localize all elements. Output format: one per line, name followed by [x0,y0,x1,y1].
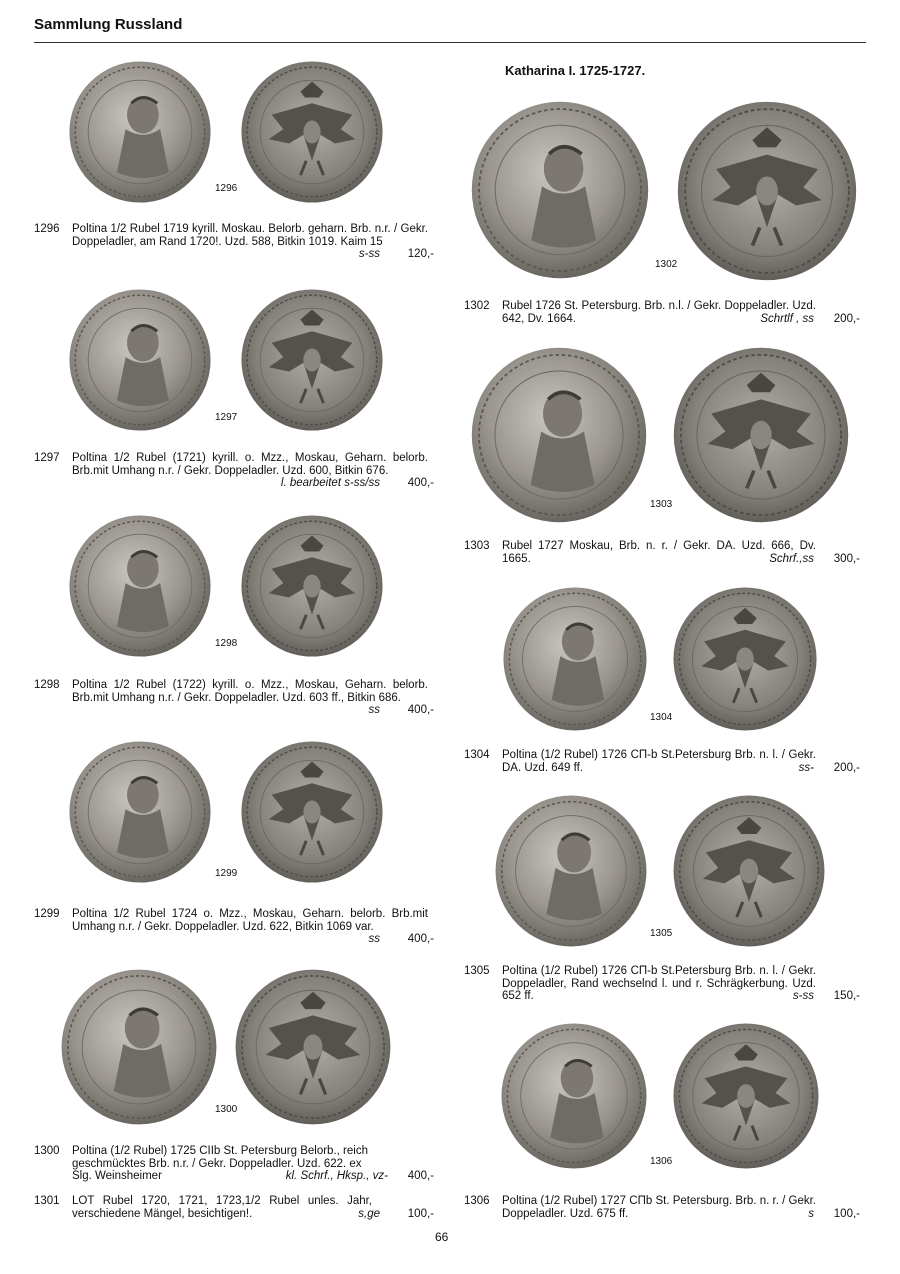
lot-description: Rubel 1727 Moskau, Brb. n. r. / Gekr. DA. Uzd. 666, Dv. 1665. [502,540,816,565]
lot-description: Poltina 1/2 Rubel (1722) kyrill. o. Mzz., Moskau, Geharn. belorb. Brb.mit Umhang n.r. / Gekr. Doppeladler. Uzd. 603 ff., Bitkin 686. [72,679,428,704]
image-lot-tag: 1306 [650,1156,673,1167]
lot-price: 100,- [833,1208,860,1220]
lot-entry [34,1195,434,1223]
lot-entry [464,540,860,568]
lot-price: 400,- [407,704,434,716]
lot-entry [464,1195,860,1223]
lot-entry [464,749,860,777]
lot-description: Poltina (1/2 Rubel) 1725 CIIb St. Petersburg Belorb., reich geschmücktes Brb. n.r. / Gekr. Doppeladler. Uzd. 622. ex Slg. Weinsheimer [72,1145,368,1182]
coin-obverse-image [500,1022,648,1170]
lot-entry [464,965,860,1005]
lot-price: 300,- [833,553,860,565]
coin-reverse-image [672,346,850,524]
lot-description: Rubel 1726 St. Petersburg. Brb. n.l. / Gekr. Doppeladler. Uzd. 642, Dv. 1664. [502,300,816,325]
lot-description: Poltina (1/2 Rubel) 1727 CПb St. Petersburg. Brb. n. r. / Gekr. Doppeladler. Uzd. 675 ff. [502,1195,816,1220]
lot-entry [464,300,860,328]
lot-grade: s,ge [358,1208,380,1220]
coin-obverse-image [502,586,648,732]
coin-reverse-image [676,100,858,282]
lot-price: 200,- [833,762,860,774]
coin-obverse-image [68,60,212,204]
lot-price: 400,- [407,933,434,945]
lot-description: Poltina 1/2 Rubel 1724 o. Mzz., Moskau, Geharn. belorb. Brb.mit Umhang n.r. / Gekr. Doppeladler. Uzd. 622, Bitkin 1069 var. [72,908,428,933]
lot-number: 1304 [464,749,490,761]
lot-grade: kl. Schrf., Hksp., vz- [285,1170,388,1182]
lot-description: Poltina 1/2 Rubel 1719 kyrill. Moskau. Belorb. geharn. Brb. n.r. / Gekr. Doppeladler, am Rand 1720!. Uzd. 588, Bitkin 1019. Kaim 15 [72,223,428,248]
lot-number: 1302 [464,300,490,312]
coin-reverse-image [240,60,384,204]
coin-reverse-image [240,514,384,658]
image-lot-tag: 1303 [650,499,673,510]
lot-grade: ss [368,933,380,945]
page-number: 66 [435,1230,449,1244]
coin-reverse-image [234,968,392,1126]
lot-number: 1306 [464,1195,490,1207]
lot-grade: ss- [798,762,814,774]
coin-reverse-image [672,794,826,948]
lot-grade: s-ss [358,248,380,260]
image-lot-tag: 1304 [650,712,673,723]
coin-obverse-image [68,514,212,658]
coin-reverse-image [240,288,384,432]
lot-grade: Schrtlf , ss [760,313,814,325]
section-title: Katharina I. 1725-1727. [505,63,646,78]
lot-entry [34,679,434,719]
coin-reverse-image [672,586,818,732]
lot-grade: s [808,1208,814,1220]
lot-grade: Schrf.,ss [769,553,814,565]
lot-number: 1303 [464,540,490,552]
image-lot-tag: 1298 [215,638,238,649]
lot-grade: l. bearbeitet s-ss/ss [280,477,380,489]
image-lot-tag: 1300 [215,1104,238,1115]
lot-number: 1296 [34,223,60,235]
lot-price: 400,- [407,1170,434,1182]
lot-grade: s-ss [792,990,814,1002]
lot-price: 100,- [407,1208,434,1220]
lot-entry [34,452,434,492]
lot-entry [34,1145,434,1185]
coin-obverse-image [60,968,218,1126]
lot-price: 400,- [407,477,434,489]
coin-obverse-image [68,288,212,432]
coin-obverse-image [470,346,648,524]
lot-description: Poltina (1/2 Rubel) 1726 CП-b St.Petersburg Brb. n. l. / Gekr. Doppeladler, Rand wechselnd l. und r. Schrägkerbung. Uzd. 652 ff. [502,965,816,1002]
coin-reverse-image [672,1022,820,1170]
image-lot-tag: 1296 [215,183,238,194]
coin-obverse-image [470,100,650,280]
lot-number: 1300 [34,1145,60,1157]
lot-price: 150,- [833,990,860,1002]
image-lot-tag: 1299 [215,868,238,879]
lot-entry [34,223,434,263]
lot-number: 1297 [34,452,60,464]
image-lot-tag: 1297 [215,412,238,423]
image-lot-tag: 1305 [650,928,673,939]
lot-description: Poltina 1/2 Rubel (1721) kyrill. o. Mzz., Moskau, Geharn. belorb. Brb.mit Umhang n.r. / Gekr. Doppeladler. Uzd. 600, Bitkin 676. [72,452,428,477]
page-title: Sammlung Russland [34,16,183,33]
lot-price: 200,- [833,313,860,325]
lot-entry [34,908,434,948]
lot-number: 1299 [34,908,60,920]
header-divider [34,42,866,43]
lot-number: 1301 [34,1195,60,1207]
lot-description: LOT Rubel 1720, 1721, 1723,1/2 Rubel unles. Jahr, verschiedene Mängel, besichtigen!. [72,1195,372,1220]
coin-obverse-image [68,740,212,884]
lot-price: 120,- [407,248,434,260]
image-lot-tag: 1302 [655,259,678,270]
lot-number: 1305 [464,965,490,977]
lot-number: 1298 [34,679,60,691]
lot-description: Poltina (1/2 Rubel) 1726 CП-b St.Petersburg Brb. n. l. / Gekr. DA. Uzd. 649 ff. [502,749,816,774]
coin-reverse-image [240,740,384,884]
coin-obverse-image [494,794,648,948]
lot-grade: ss [368,704,380,716]
